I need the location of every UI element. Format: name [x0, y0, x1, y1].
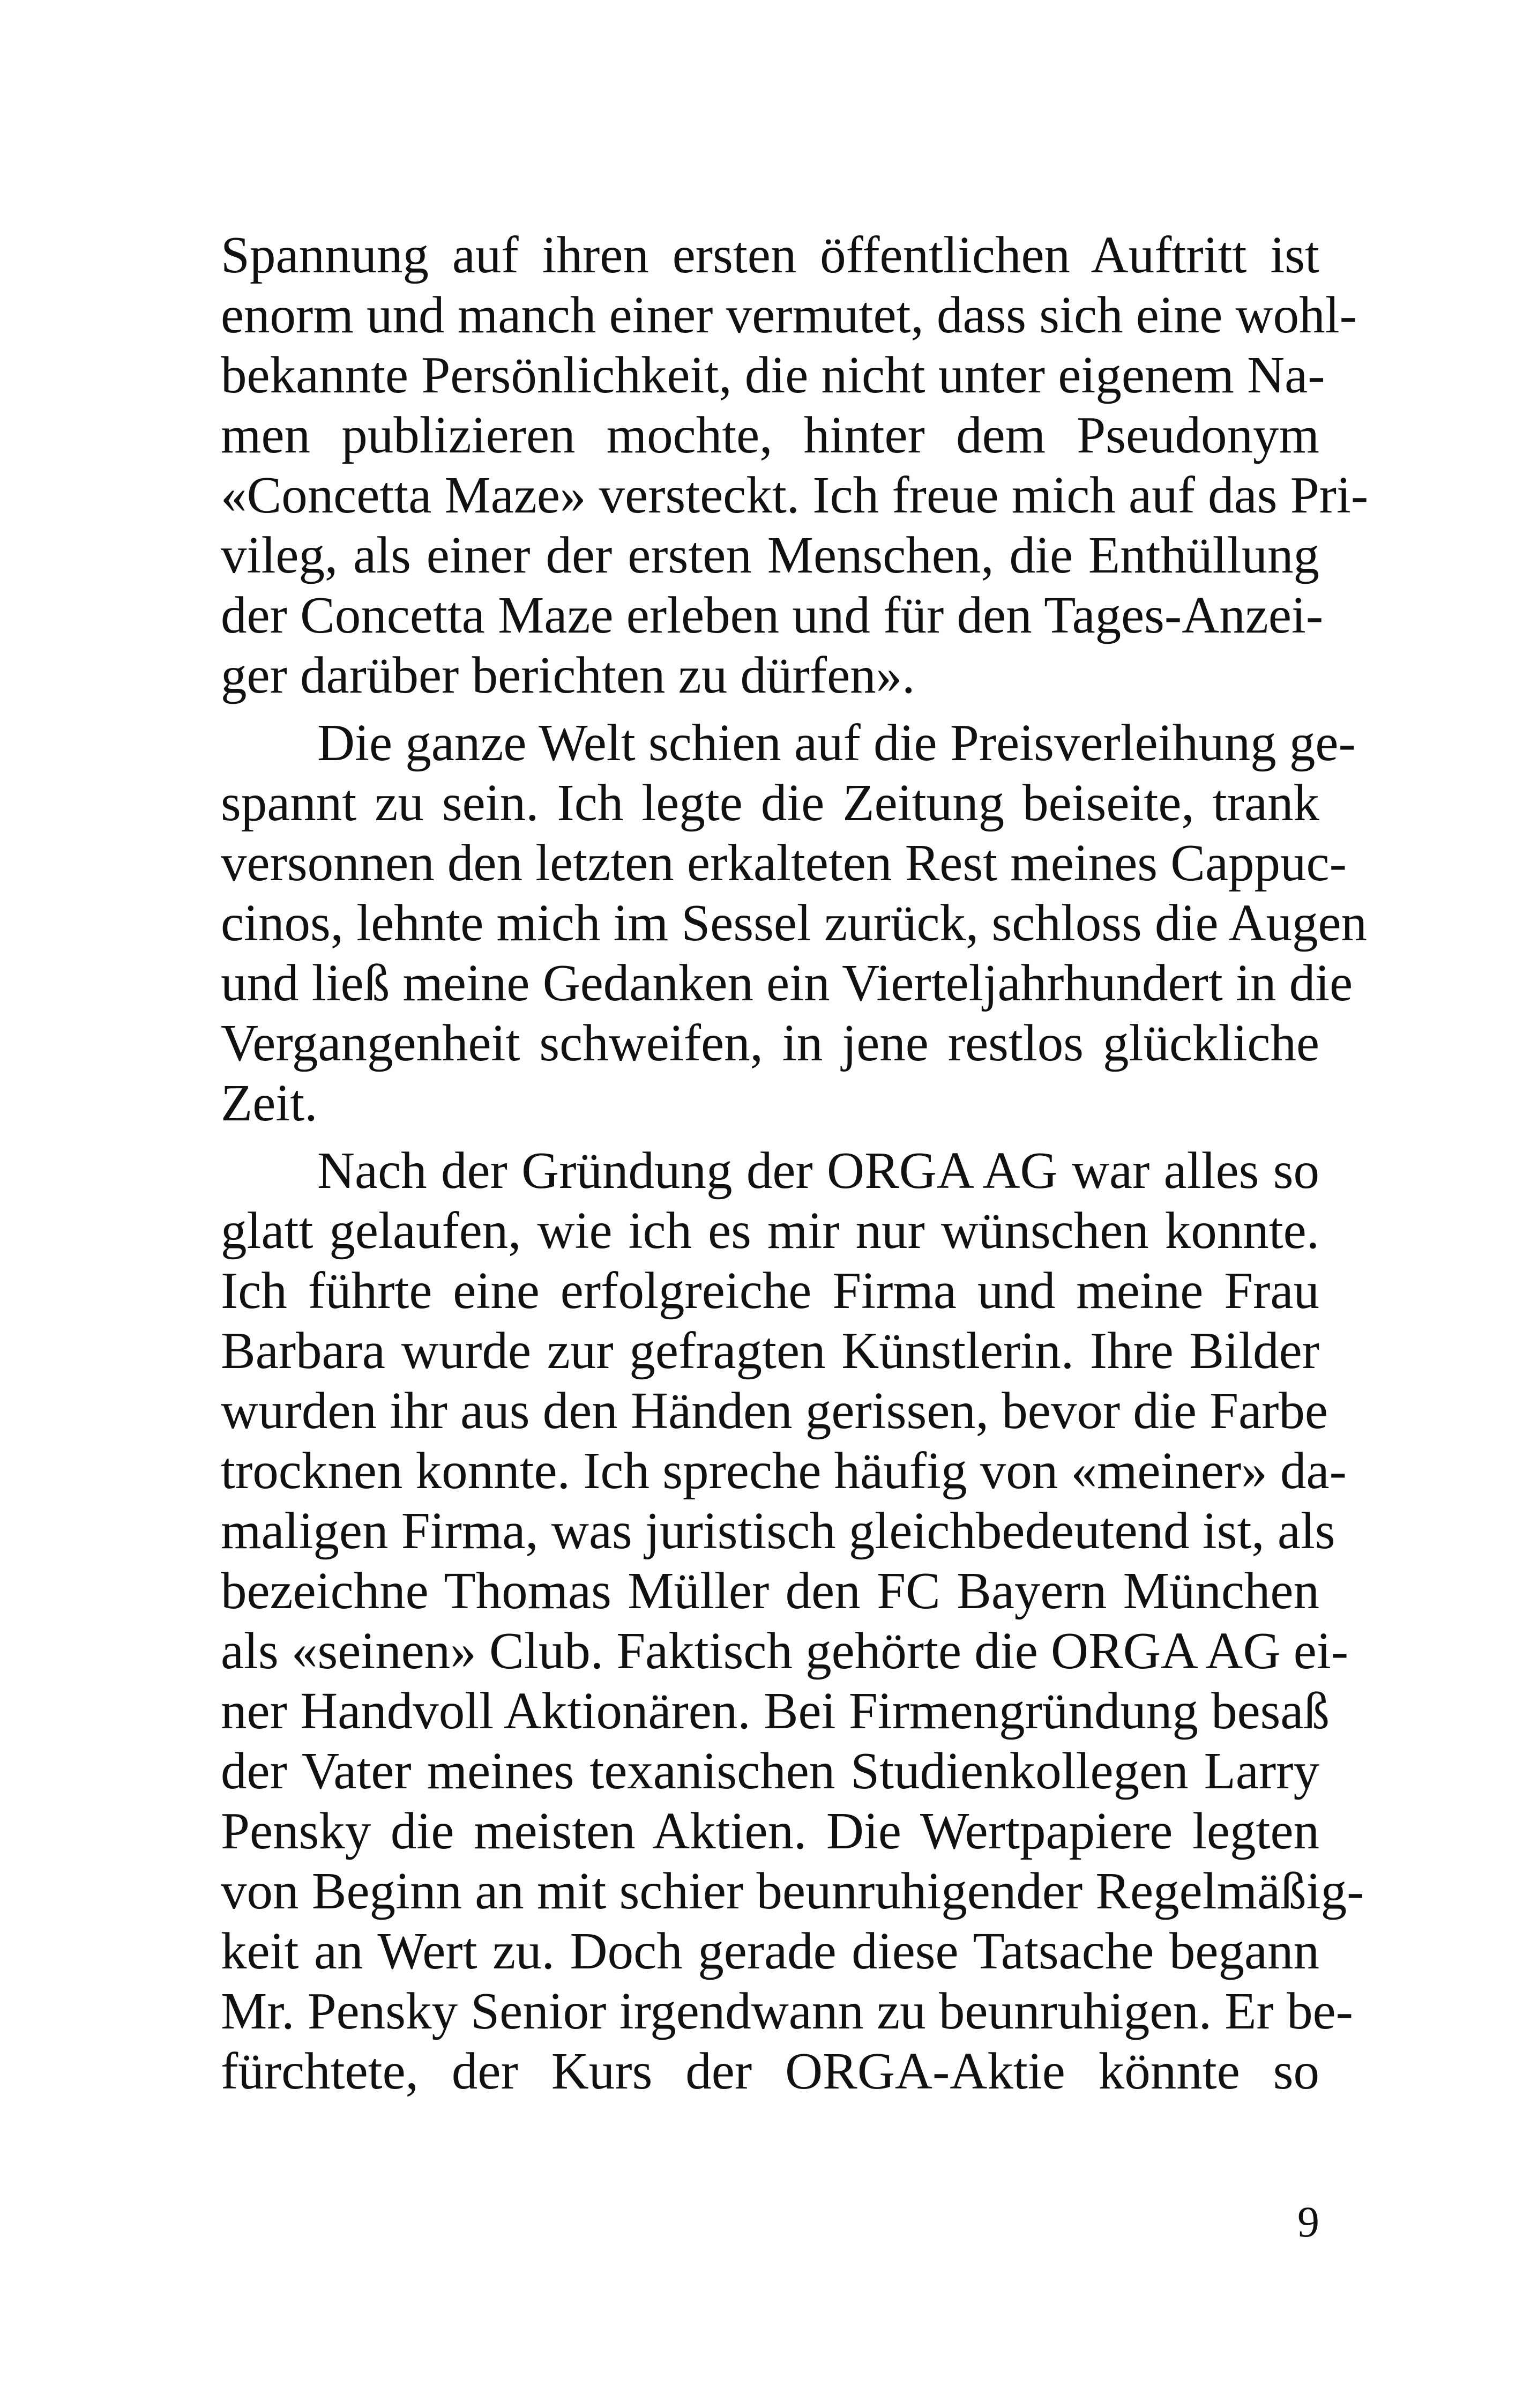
text-line: ner Handvoll Aktionären. Bei Firmengründung besaß — [221, 1682, 1330, 1740]
text-line: trocknen konnte. Ich spreche häufig von «meiner» da- — [221, 1442, 1347, 1499]
text-line: fürchtete, der Kurs der ORGA-Aktie könnte so — [221, 2042, 1319, 2100]
text-line: Spannung auf ihren ersten öffentlichen Auftritt ist — [221, 226, 1319, 284]
text-line: Pensky die meisten Aktien. Die Wertpapiere legten — [221, 1802, 1319, 1860]
text-line: men publizieren mochte, hinter dem Pseudonym — [221, 406, 1319, 464]
text-line: Vergangenheit schweifen, in jene restlos glückliche — [221, 1014, 1319, 1072]
text-line: der Concetta Maze erleben und für den Tages-Anzei- — [221, 586, 1324, 644]
text-line: «Concetta Maze» versteckt. Ich freue mich auf das Pri- — [221, 466, 1369, 524]
text-line: vileg, als einer der ersten Menschen, die Enthüllung — [221, 526, 1319, 584]
text-line: der Vater meines texanischen Studienkollegen Larry — [221, 1742, 1319, 1800]
text-line: glatt gelaufen, wie ich es mir nur wünschen konnte. — [221, 1202, 1319, 1259]
text-line: und ließ meine Gedanken ein Vierteljahrhundert in die — [221, 954, 1353, 1012]
text-line: bezeichne Thomas Müller den FC Bayern München — [221, 1562, 1319, 1619]
paragraph-gap — [221, 1133, 1319, 1141]
text-line: als «seinen» Club. Faktisch gehörte die ORGA AG ei- — [221, 1622, 1349, 1679]
text-line: Barbara wurde zur gefragten Künstlerin. Ihre Bilder — [221, 1322, 1319, 1379]
text-line: von Beginn an mit schier beunruhigender Regelmäßig- — [221, 1862, 1364, 1920]
text-line: spannt zu sein. Ich legte die Zeitung beiseite, trank — [221, 774, 1319, 831]
text-line: wurden ihr aus den Händen gerissen, bevor die Farbe — [221, 1382, 1328, 1439]
text-line: ger darüber berichten zu dürfen». — [221, 646, 915, 704]
text-line: versonnen den letzten erkalteten Rest meines Cappuc- — [221, 834, 1347, 891]
body-text — [221, 225, 1369, 2101]
text-line: Nach der Gründung der ORGA AG war alles so — [317, 1142, 1319, 1199]
text-line: Die ganze Welt schien auf die Preisverleihung ge- — [317, 714, 1356, 771]
text-line: maligen Firma, was juristisch gleichbedeutend ist, als — [221, 1502, 1335, 1559]
text-line: bekannte Persönlichkeit, die nicht unter eigenem Na- — [221, 346, 1325, 404]
text-line: Zeit. — [221, 1074, 318, 1132]
text-line: keit an Wert zu. Doch gerade diese Tatsache begann — [221, 1922, 1319, 1980]
text-line: enorm und manch einer vermutet, dass sich eine wohl- — [221, 286, 1357, 344]
paragraph-gap — [221, 705, 1319, 713]
page-number: 9 — [1297, 2197, 1319, 2246]
text-line: cinos, lehnte mich im Sessel zurück, schloss die Augen — [221, 894, 1368, 952]
text-line: Mr. Pensky Senior irgendwann zu beunruhigen. Er be- — [221, 1982, 1353, 2040]
text-line: Ich führte eine erfolgreiche Firma und meine Frau — [221, 1262, 1319, 1319]
